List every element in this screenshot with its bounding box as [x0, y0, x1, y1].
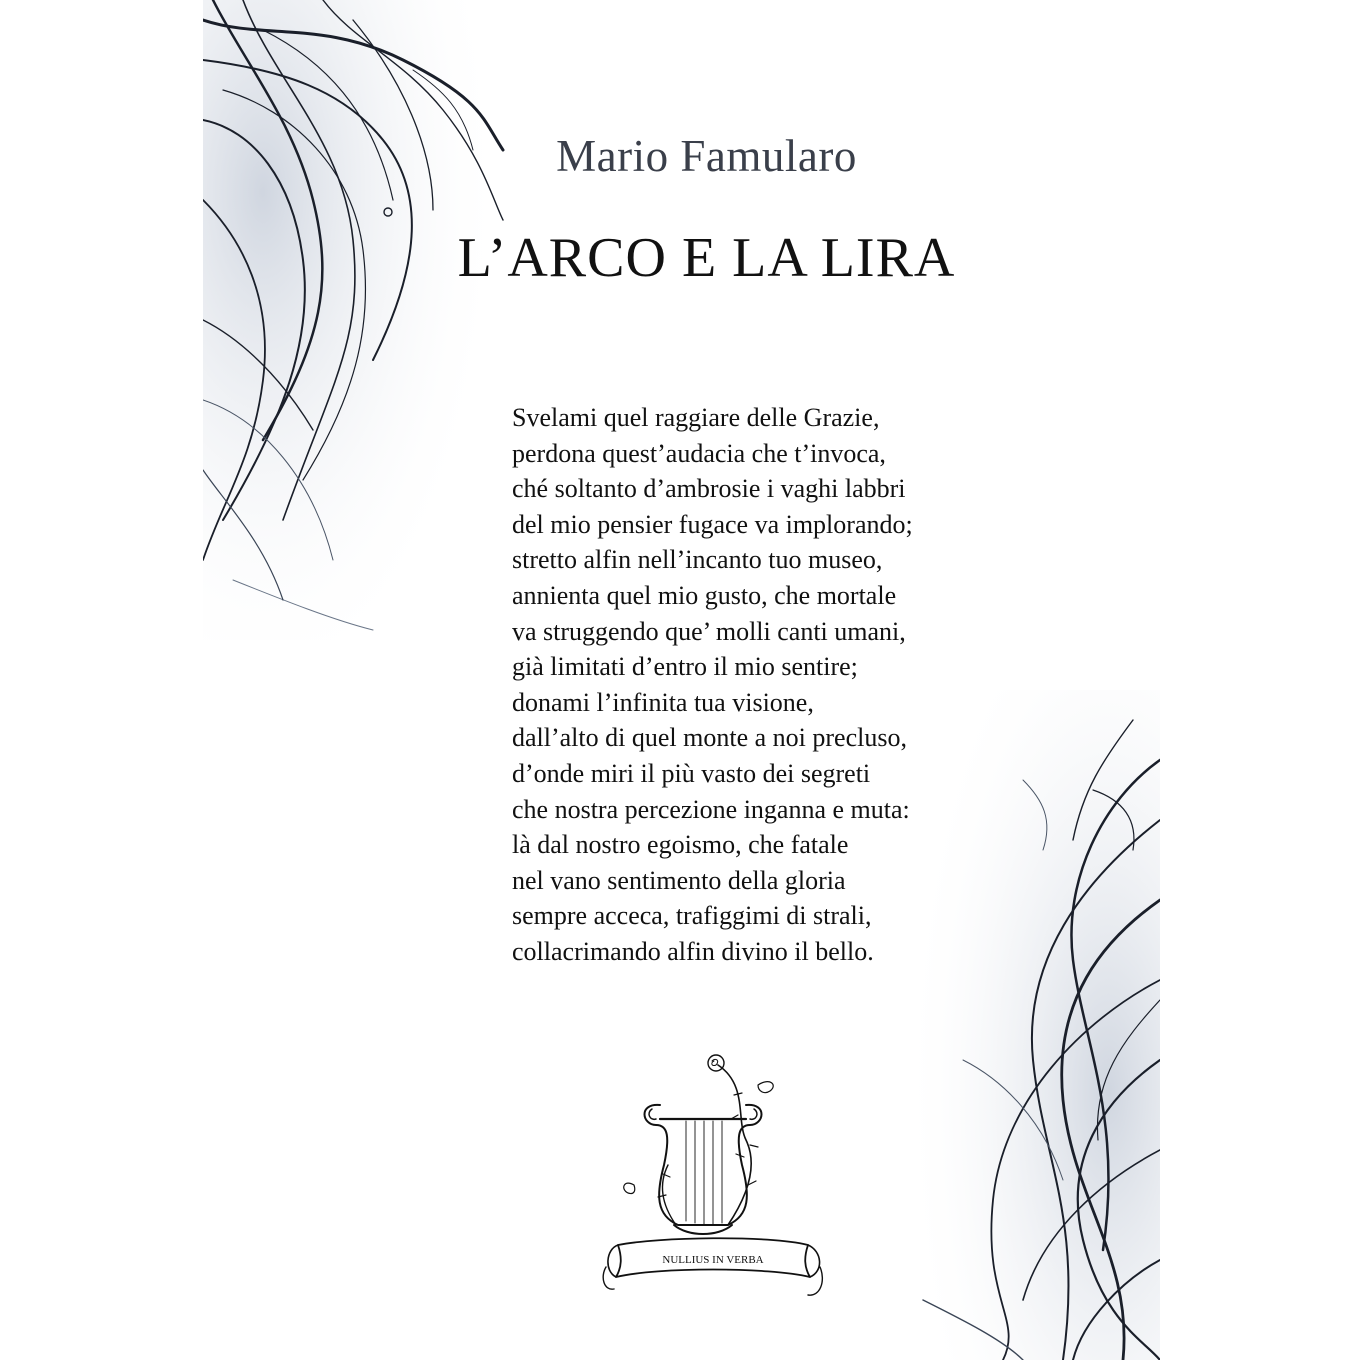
lyre-with-thorns-icon [598, 1045, 828, 1305]
poem-line: donami l’infinita tua visione, [512, 687, 814, 717]
poem-line: sempre acceca, trafiggimi di strali, [512, 901, 872, 931]
motto-text: NULLIUS IN VERBA [662, 1254, 764, 1266]
poem-line: perdona quest’audacia che t’invoca, [512, 438, 886, 468]
poem-line: annienta quel mio gusto, che mortale [512, 580, 897, 610]
poem-line: là dal nostro egoismo, che fatale [512, 830, 849, 860]
poem-line: nel vano sentimento della gloria [512, 865, 846, 895]
poem [512, 400, 913, 970]
poem-line: Svelami quel raggiare delle Grazie, [512, 403, 880, 432]
poem-line: stretto alfin nell’incanto tuo museo, [512, 545, 883, 575]
poem-line: del mio pensier fugace va implorando; [512, 509, 913, 539]
poem-line: ché soltanto d’ambrosie i vaghi labbri [512, 474, 906, 504]
poem-line: dall’alto di quel monte a noi precluso, [512, 723, 907, 753]
poem-line: che nostra percezione inganna e muta: [512, 794, 910, 824]
poem-line: già limitati d’entro il mio sentire; [512, 652, 858, 682]
book-cover [203, 0, 1160, 1360]
poem-line: va struggendo que’ molli canti umani, [512, 616, 906, 646]
poem-line: collacrimando alfin divino il bello. [512, 936, 874, 966]
author-name: Mario Famularo [556, 131, 857, 181]
book-title: L’ARCO E LA LIRA [457, 227, 956, 289]
poem-line: d’onde miri il più vasto dei segreti [512, 758, 871, 788]
